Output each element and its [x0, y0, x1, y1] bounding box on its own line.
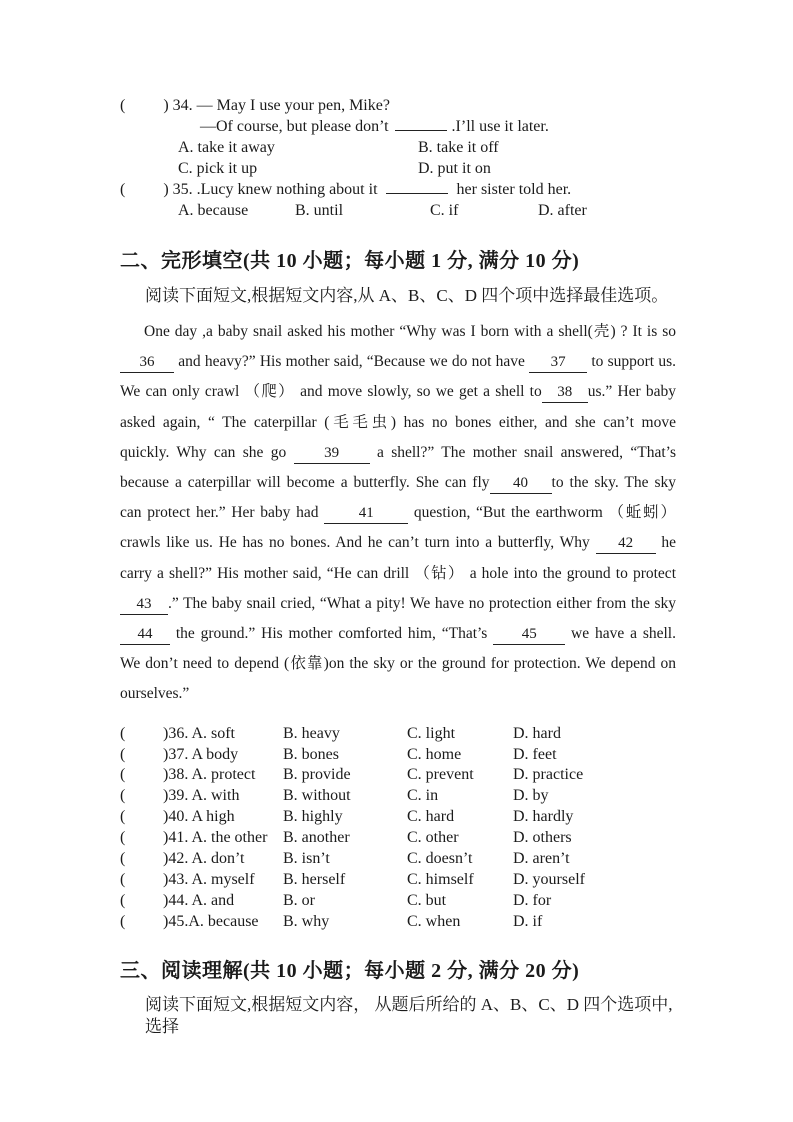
passage-text: a shell?” The mother snail answered, “That’s: [369, 443, 676, 461]
option-b: B. isn’t: [283, 850, 330, 868]
passage-line: [120, 679, 676, 709]
option-c: C. but: [407, 891, 447, 909]
option-d: D. if: [513, 912, 543, 930]
cloze-blank-43: 43: [120, 596, 168, 615]
passage-line: [120, 528, 676, 558]
passage-text: We don’t need to depend (依靠)on the sky or the ground for protection. We depend on: [120, 655, 676, 673]
cloze-options-list: [120, 724, 676, 933]
answer-paren: (: [120, 745, 126, 763]
question-34-reply: [200, 116, 676, 137]
cloze-section-heading: 二、完形填空(共 10 小题；每小题 1 分, 满分 10 分): [120, 250, 580, 272]
option-d: D. aren’t: [513, 850, 570, 868]
passage-line: [120, 317, 676, 347]
question-34: [120, 95, 676, 116]
passage-text: ourselves.”: [120, 685, 190, 703]
option-d: D. hardly: [513, 808, 574, 826]
option-number-and-a: )38. A. protect: [163, 766, 256, 784]
option-b: B. provide: [283, 766, 351, 784]
passage-text: We can only crawl （爬） and move slowly, so we get a shell to: [120, 383, 542, 401]
cloze-option-row: [120, 828, 676, 849]
passage-line: [120, 498, 676, 528]
option-34-a: A. take it away: [178, 139, 275, 156]
passage-line: [120, 619, 676, 649]
cloze-blank-40: 40: [490, 475, 552, 494]
passage-text: .” The baby snail cried, “What a pity! We have no protection either from the sky: [168, 594, 676, 612]
option-35-c: C. if: [430, 202, 459, 219]
answer-paren: (: [120, 870, 126, 888]
option-c: C. when: [407, 912, 461, 930]
cloze-blank-37: 37: [529, 354, 587, 373]
cloze-option-row: [120, 912, 676, 933]
fill-blank-line: [386, 179, 448, 194]
passage-line: [120, 649, 676, 679]
option-b: B. another: [283, 829, 350, 847]
question-35-tail: her sister told her.: [456, 181, 572, 198]
option-35-b: B. until: [295, 202, 344, 219]
option-c: C. prevent: [407, 766, 474, 784]
option-c: C. home: [407, 745, 462, 763]
option-b: B. without: [283, 787, 351, 805]
cloze-blank-39: 39: [294, 445, 370, 464]
option-34-b: B. take it off: [418, 139, 499, 156]
option-number-and-a: )40. A high: [163, 808, 235, 826]
reply-prefix: —Of course, but please don’t: [200, 118, 389, 135]
passage-text: carry a shell?” His mother said, “He can drill （钻） a hole into the ground to protect: [120, 564, 676, 582]
option-d: D. for: [513, 891, 552, 909]
cloze-option-row: [120, 807, 676, 828]
option-c: C. doesn’t: [407, 850, 473, 868]
answer-paren: (: [120, 766, 126, 784]
option-b: B. why: [283, 912, 330, 930]
option-number-and-a: )37. A body: [163, 745, 239, 763]
passage-line: [120, 408, 676, 438]
answer-paren: (: [120, 891, 126, 909]
option-d: D. hard: [513, 724, 561, 742]
option-34-d: D. put it on: [418, 160, 491, 177]
option-c: C. hard: [407, 808, 455, 826]
answer-paren: (: [120, 181, 126, 198]
cloze-section-instructions: 阅读下面短文,根据短文内容,从 A、B、C、D 四个项中选择最佳选项。: [145, 286, 669, 305]
option-b: B. herself: [283, 870, 346, 888]
cloze-option-row: [120, 724, 676, 745]
option-number-and-a: )44. A. and: [163, 891, 235, 909]
option-c: C. himself: [407, 870, 474, 888]
passage-text: to support us.: [587, 353, 676, 371]
reply-suffix: .I’ll use it later.: [451, 118, 549, 135]
option-c: C. light: [407, 724, 456, 742]
option-35-a: A. because: [178, 202, 249, 219]
option-number-and-a: )39. A. with: [163, 787, 240, 805]
cloze-blank-42: 42: [596, 535, 656, 554]
question-34-options-row2: [178, 158, 676, 179]
cloze-option-row: [120, 786, 676, 807]
cloze-blank-41: 41: [324, 505, 408, 524]
cloze-option-row: [120, 870, 676, 891]
answer-paren: (: [120, 850, 126, 868]
passage-line: [120, 438, 676, 468]
option-c: C. other: [407, 829, 459, 847]
option-d: D. feet: [513, 745, 557, 763]
passage-text: quickly. Why can she go: [120, 443, 294, 461]
passage-text: he: [655, 534, 676, 552]
option-number-and-a: )43. A. myself: [163, 870, 255, 888]
answer-paren: (: [120, 829, 126, 847]
cloze-blank-36: 36: [120, 354, 174, 373]
cloze-passage: [120, 317, 676, 710]
passage-text: asked again, “ The caterpillar (毛毛虫) has no bones either, and she can’t move: [120, 413, 676, 431]
option-35-d: D. after: [538, 202, 587, 219]
passage-line: [120, 347, 676, 377]
answer-paren: (: [120, 912, 126, 930]
option-b: B. highly: [283, 808, 343, 826]
option-d: D. by: [513, 787, 549, 805]
option-b: B. bones: [283, 745, 339, 763]
option-34-c: C. pick it up: [178, 160, 258, 177]
passage-text: and heavy?” His mother said, “Because we do not have: [174, 353, 530, 371]
passage-text: to the sky. The sky: [551, 474, 676, 492]
question-34-text: ) 34. — May I use your pen, Mike?: [163, 97, 390, 114]
option-number-and-a: )36. A. soft: [163, 724, 235, 742]
question-35-options: [178, 200, 676, 221]
reading-section-instructions: 阅读下面短文,根据短文内容， 从题后所给的 A、B、C、D 四个选项中,选择: [145, 994, 673, 1036]
passage-text: we have a shell.: [565, 625, 676, 643]
cloze-option-row: [120, 745, 676, 766]
passage-text: the ground.” His mother comforted him, “That’s: [170, 625, 494, 643]
answer-paren: (: [120, 724, 126, 742]
passage-line: [120, 468, 676, 498]
cloze-option-row: [120, 849, 676, 870]
option-d: D. practice: [513, 766, 584, 784]
answer-paren: (: [120, 97, 126, 114]
option-number-and-a: )45.A. because: [163, 912, 259, 930]
option-number-and-a: )42. A. don’t: [163, 850, 245, 868]
passage-text: can protect her.” Her baby had: [120, 504, 325, 522]
passage-text: us.” Her baby: [587, 383, 677, 401]
option-number-and-a: )41. A. the other: [163, 829, 268, 847]
passage-text: because a caterpillar will become a butterfly. She can fly: [120, 474, 490, 492]
cloze-blank-45: 45: [493, 626, 565, 645]
option-d: D. others: [513, 829, 572, 847]
answer-paren: (: [120, 787, 126, 805]
answer-paren: (: [120, 808, 126, 826]
cloze-option-row: [120, 765, 676, 786]
question-34-options-row1: [178, 137, 676, 158]
passage-text: question, “But the earthworm （蚯蚓）: [408, 504, 676, 522]
passage-line: [120, 559, 676, 589]
reading-section-heading: 三、阅读理解(共 10 小题；每小题 2 分, 满分 20 分): [120, 959, 580, 982]
fill-blank-line: [395, 116, 447, 131]
question-35-text: ) 35. .Lucy knew nothing about it: [163, 181, 378, 198]
passage-line: [120, 589, 676, 619]
passage-line: [120, 377, 676, 407]
passage-text: crawls like us. He has no bones. And he can’t turn into a butterfly, Why: [120, 534, 596, 552]
option-b: B. or: [283, 891, 315, 909]
option-c: C. in: [407, 787, 439, 805]
cloze-option-row: [120, 891, 676, 912]
cloze-blank-44: 44: [120, 626, 170, 645]
option-b: B. heavy: [283, 724, 340, 742]
passage-text: One day ,a baby snail asked his mother “Why was I born with a shell(壳) ? It is so: [144, 323, 676, 340]
question-35: [120, 179, 676, 200]
option-d: D. yourself: [513, 870, 585, 888]
cloze-blank-38: 38: [542, 384, 588, 403]
